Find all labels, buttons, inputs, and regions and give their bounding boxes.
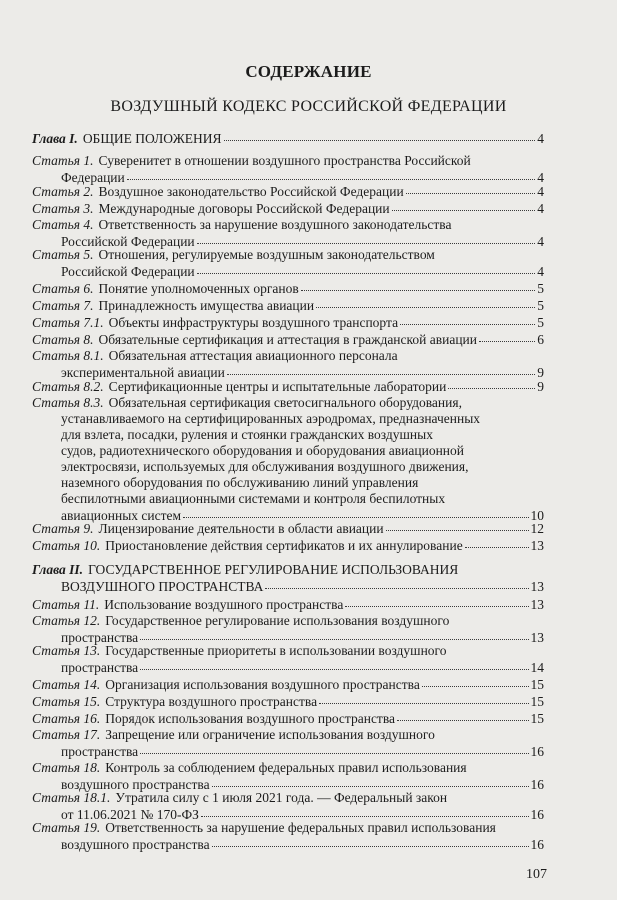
toc-entry-number: Статья 8.3. <box>32 395 104 410</box>
dot-leader <box>479 329 535 342</box>
toc-entry <box>32 693 544 709</box>
dot-leader <box>392 198 536 211</box>
dot-leader <box>316 295 535 308</box>
dot-leader <box>224 128 536 141</box>
toc-entry-number: Статья 10. <box>32 538 101 553</box>
toc-page-number: 14 <box>530 660 544 675</box>
toc-page-number: 10 <box>530 508 544 523</box>
document-subtitle: ВОЗДУШНЫЙ КОДЕКС РОССИЙСКОЙ ФЕДЕРАЦИИ <box>110 98 507 115</box>
toc-page-number: 6 <box>537 332 544 347</box>
toc-page-number: 16 <box>530 807 544 822</box>
toc-entry-title: воздушного пространства <box>61 837 210 852</box>
toc-entry-title: Организация использования воздушного пространства <box>105 677 420 692</box>
dot-leader <box>197 261 536 274</box>
toc-entry <box>32 130 544 146</box>
toc-entry <box>32 613 544 645</box>
toc-entry-title: воздушного пространства <box>61 777 210 792</box>
toc-entry-title: устанавливаемого на сертифицированных аэродромах, предназначенных <box>61 411 481 426</box>
toc-entry-title: Суверенитет в отношении воздушного пространства Российской <box>98 153 471 168</box>
dot-leader <box>140 627 528 640</box>
toc-entry-title: ОБЩИЕ ПОЛОЖЕНИЯ <box>82 131 222 146</box>
toc-entry-number: Статья 18.1. <box>32 790 111 805</box>
toc-entry-title: Обязательная аттестация авиационного персонала <box>108 348 398 363</box>
toc-entry-title: Контроль за соблюдением федеральных правил использования <box>105 760 467 775</box>
toc-entry <box>32 378 544 394</box>
dot-leader <box>406 181 536 194</box>
toc-entry-number: Статья 12. <box>32 613 101 628</box>
toc-entry <box>32 596 544 612</box>
toc-page-number: 16 <box>530 837 544 852</box>
toc-entry <box>32 710 544 726</box>
toc-entry-title: Сертификационные центры и испытательные лаборатории <box>108 379 447 394</box>
toc-entry-number: Статья 14. <box>32 677 101 692</box>
toc-entry <box>32 200 544 216</box>
dot-leader <box>227 362 535 375</box>
toc-page-number: 4 <box>537 264 544 279</box>
dot-leader <box>400 312 535 325</box>
dot-leader <box>201 804 529 817</box>
toc-entry <box>32 217 544 249</box>
toc-page-number: 16 <box>530 744 544 759</box>
toc-entry-title: Отношения, регулируемые воздушным законодательством <box>98 247 435 262</box>
toc-entry-number: Глава II. <box>32 562 84 577</box>
toc-page-number: 16 <box>530 777 544 792</box>
toc-page-number: 4 <box>537 170 544 185</box>
toc-entry-title: Международные договоры Российской Федерации <box>98 201 390 216</box>
toc-entry <box>32 183 544 199</box>
toc-page-number: 13 <box>530 538 544 553</box>
toc-page-number: 12 <box>530 521 544 536</box>
toc-entry <box>32 790 544 822</box>
toc-entry-number: Статья 17. <box>32 727 101 742</box>
toc-entry-title: экспериментальной авиации <box>61 365 225 380</box>
toc-entry-title: судов, радиотехнического оборудования и оборудования авиационной <box>61 443 465 458</box>
toc-entry-title: ГОСУДАРСТВЕННОЕ РЕГУЛИРОВАНИЕ ИСПОЛЬЗОВАНИЯ <box>88 562 459 577</box>
dot-leader <box>386 518 529 531</box>
toc-entry <box>32 520 544 536</box>
toc-entry <box>32 280 544 296</box>
toc-entry-number: Статья 3. <box>32 201 94 216</box>
toc-entry-number: Статья 13. <box>32 643 101 658</box>
dot-leader <box>212 834 529 847</box>
dot-leader <box>197 231 536 244</box>
dot-leader <box>345 594 528 607</box>
dot-leader <box>397 708 528 721</box>
toc-entry-title: Воздушное законодательство Российской Федерации <box>98 184 404 199</box>
toc-entry-title: для взлета, посадки, руления и стоянки гражданских воздушных <box>61 427 433 442</box>
toc-entry <box>32 314 544 330</box>
toc-entry <box>32 676 544 692</box>
toc-entry-title: Использование воздушного пространства <box>104 597 344 612</box>
toc-entry-title: Лицензирование деятельности в области авиации <box>98 521 384 536</box>
toc-entry-number: Глава I. <box>32 131 78 146</box>
toc-entry-title: электросвязи, используемых для обслуживания воздушного движения, <box>61 459 469 474</box>
toc-entry-number: Статья 7.1. <box>32 315 104 330</box>
toc-page-number: 13 <box>530 597 544 612</box>
dot-leader <box>422 674 529 687</box>
toc-page-number: 9 <box>537 365 544 380</box>
toc-entry-title: Объекты инфраструктуры воздушного транспорта <box>108 315 399 330</box>
toc-page-number: 4 <box>537 131 544 146</box>
toc-entry-number: Статья 19. <box>32 820 101 835</box>
dot-leader <box>212 774 529 787</box>
toc-entry <box>32 643 544 675</box>
toc-entry <box>32 537 544 553</box>
toc-entry-number: Статья 7. <box>32 298 94 313</box>
page-number: 107 <box>526 867 547 882</box>
dot-leader <box>140 741 528 754</box>
toc-page-number: 9 <box>537 379 544 394</box>
toc-entry-title: пространства <box>61 630 139 645</box>
toc-entry-title: Порядок использования воздушного пространства <box>105 711 396 726</box>
toc-entry-title: Структура воздушного пространства <box>105 694 318 709</box>
toc-entry-number: Статья 15. <box>32 694 101 709</box>
toc-entry-title: Государственные приоритеты в использовании воздушного <box>105 643 447 658</box>
toc-entry-title: авиационных систем <box>61 508 182 523</box>
dot-leader <box>127 167 535 180</box>
toc-page-number: 13 <box>530 630 544 645</box>
toc-page-number: 15 <box>530 677 544 692</box>
dot-leader <box>301 278 536 291</box>
toc-entry-title: от 11.06.2021 № 170-ФЗ <box>61 807 199 822</box>
toc-page-number: 15 <box>530 711 544 726</box>
toc-entry-title: Приостановление действия сертификатов и их аннулирование <box>105 538 463 553</box>
toc-page-number: 4 <box>537 184 544 199</box>
toc-entry-title: Ответственность за нарушение федеральных правил использования <box>105 820 496 835</box>
toc-entry <box>32 727 544 759</box>
toc-entry <box>32 331 544 347</box>
toc-entry-number: Статья 2. <box>32 184 94 199</box>
dot-leader <box>140 657 528 670</box>
toc-entry-title: Российской Федерации <box>61 264 195 279</box>
toc-page-number: 13 <box>530 579 544 594</box>
toc-page-number: 4 <box>537 201 544 216</box>
toc-entry-title: Обязательные сертификация и аттестация в гражданской авиации <box>98 332 478 347</box>
dot-leader <box>448 376 535 389</box>
toc-entry-number: Статья 8. <box>32 332 94 347</box>
toc-entry-title: пространства <box>61 744 139 759</box>
toc-entry-title: Обязательная сертификация светосигнального оборудования, <box>108 395 462 410</box>
toc-entry-number: Статья 9. <box>32 521 94 536</box>
toc-entry <box>32 760 544 792</box>
toc-entry-title: Принадлежность имущества авиации <box>98 298 315 313</box>
dot-leader <box>465 535 529 548</box>
toc-entry-title: Утратила силу с 1 июля 2021 года. — Федеральный закон <box>115 790 448 805</box>
toc-entry-title: Федерации <box>61 170 125 185</box>
dot-leader <box>183 505 528 518</box>
toc-entry-number: Статья 6. <box>32 281 94 296</box>
toc-entry-title: Российской Федерации <box>61 234 195 249</box>
toc-entry-number: Статья 1. <box>32 153 94 168</box>
toc-entry-title: беспилотными авиационными системами и контроля беспилотных <box>61 491 446 506</box>
toc-entry-title: Ответственность за нарушение воздушного законодательства <box>98 217 452 232</box>
toc-entry-title: Понятие уполномоченных органов <box>98 281 299 296</box>
toc-page-number: 5 <box>537 281 544 296</box>
toc-entry <box>32 562 544 594</box>
toc-entry-number: Статья 5. <box>32 247 94 262</box>
toc-entry <box>32 820 544 852</box>
toc-entry-number: Статья 18. <box>32 760 101 775</box>
toc-page-number: 5 <box>537 315 544 330</box>
toc-entry-number: Статья 8.2. <box>32 379 104 394</box>
toc-entry-title: пространства <box>61 660 139 675</box>
toc-page-number: 4 <box>537 234 544 249</box>
toc-entry <box>32 247 544 279</box>
toc-entry-title: Государственное регулирование использования воздушного <box>105 613 450 628</box>
toc-entry <box>32 297 544 313</box>
page-title: СОДЕРЖАНИЕ <box>245 62 372 81</box>
dot-leader <box>319 691 528 704</box>
toc-entry-number: Статья 8.1. <box>32 348 104 363</box>
toc-entry-title: ВОЗДУШНОГО ПРОСТРАНСТВА <box>61 579 264 594</box>
toc-page-number: 5 <box>537 298 544 313</box>
toc-page-number: 15 <box>530 694 544 709</box>
toc-entry-title: наземного оборудования по обслуживанию линий управления <box>61 475 419 490</box>
toc-entry <box>32 395 544 523</box>
toc-entry-number: Статья 4. <box>32 217 94 232</box>
toc-entry-number: Статья 16. <box>32 711 101 726</box>
toc-entry-number: Статья 11. <box>32 597 100 612</box>
dot-leader <box>265 576 528 589</box>
toc-entry-title: Запрещение или ограничение использования воздушного <box>105 727 435 742</box>
